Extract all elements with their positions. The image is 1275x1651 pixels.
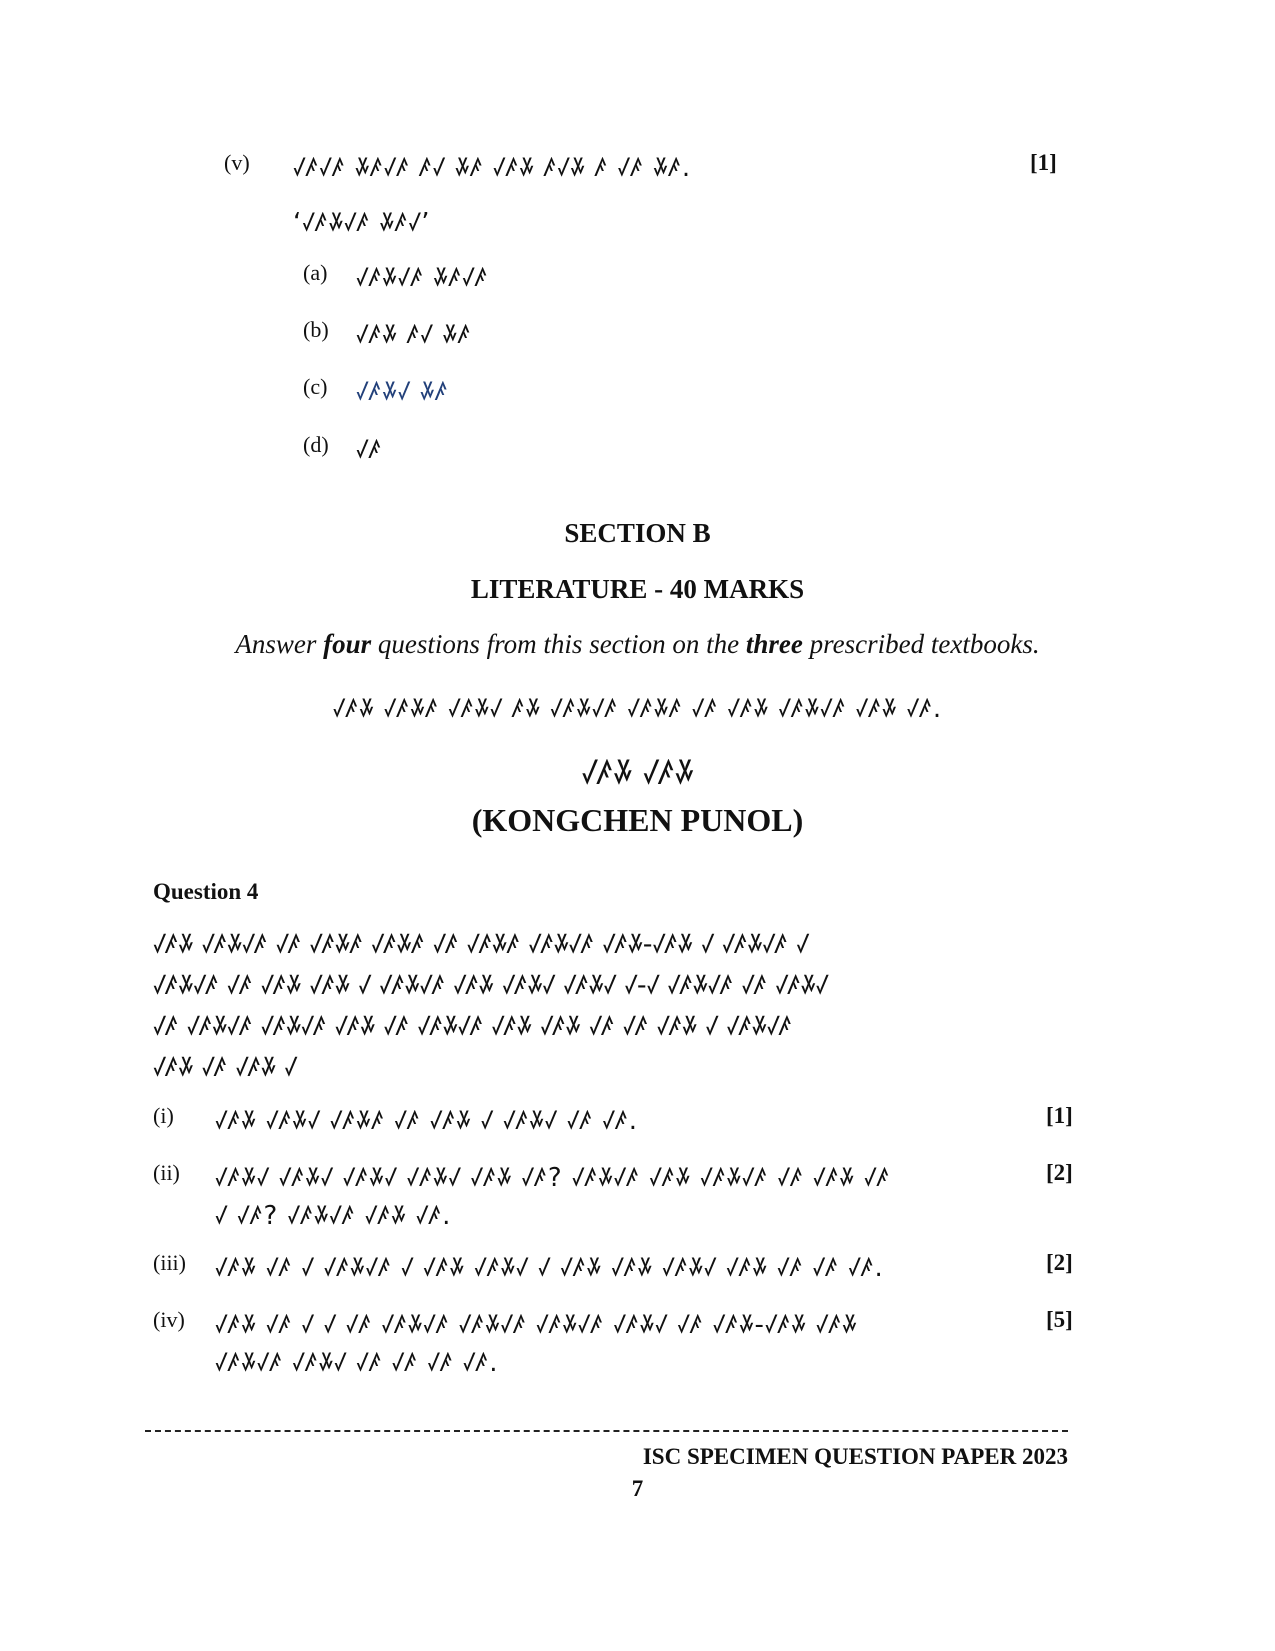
subq-iv-text-line1: ꤶꤰꤸ ꤶꤰ ꤶ ꤶ ꤶꤰ ꤶꤰꤸꤶꤰ ꤶꤰꤸꤶꤰ ꤶꤰꤸꤶꤰ ꤶꤰꤸꤶ ꤶꤰ ꤶꤰꤸ-ꤶꤰꤸ ꤶꤰꤸ <box>215 1310 858 1340</box>
q3-v-text: ꤶꤰꤶꤰ ꤸꤰꤶꤰ ꤰꤶ ꤸꤰ ꤶꤰꤸ ꤰꤶꤸ ꤰ ꤶꤰ ꤸꤰ. <box>293 153 692 183</box>
footer-title: ISC SPECIMEN QUESTION PAPER 2023 <box>642 1444 1068 1469</box>
passage-line: ꤶꤰꤸ ꤶꤰꤸꤶꤰ ꤶꤰ ꤶꤰꤸꤰ ꤶꤰꤸꤰ ꤶꤰ ꤶꤰꤸꤰ ꤶꤰꤸꤶꤰ ꤶꤰꤸ-ꤶꤰꤸ ꤶ ꤶꤰꤸꤶꤰ ꤶ <box>153 929 809 960</box>
section-instruction: Answer four questions from this section on the three prescribed textbooks. <box>235 629 1040 659</box>
subq-iii-label: (iii) <box>153 1250 186 1275</box>
subq-iii-text: ꤶꤰꤸ ꤶꤰ ꤶ ꤶꤰꤸꤶꤰ ꤶ ꤶꤰꤸ ꤶꤰꤸꤶ ꤶ ꤶꤰꤸ ꤶꤰꤸ ꤶꤰꤸꤶ ꤶꤰꤸ ꤶꤰ ꤶꤰ ꤶꤰ. <box>215 1253 884 1283</box>
subq-iv-marks: [5] <box>1046 1307 1073 1332</box>
footer-rule <box>145 1430 1068 1432</box>
subq-ii-label: (ii) <box>153 1160 180 1185</box>
option-c-text: ꤶꤰꤸꤶ ꤸꤰ <box>356 377 449 407</box>
subq-ii-marks: [2] <box>1046 1160 1073 1185</box>
book-title-lepcha: ꤶꤰꤸ ꤶꤰꤸ <box>581 753 694 793</box>
passage-line: ꤶꤰꤸꤶꤰ ꤶꤰ ꤶꤰꤸ ꤶꤰꤸ ꤶ ꤶꤰꤸꤶꤰ ꤶꤰꤸ ꤶꤰꤸꤶ ꤶꤰꤸꤶ ꤶ-ꤶ ꤶꤰꤸꤶꤰ ꤶꤰ ꤶꤰꤸꤶ <box>153 970 828 1001</box>
subq-iii-marks: [2] <box>1046 1250 1073 1275</box>
section-title: SECTION B <box>564 518 711 548</box>
question-4-heading: Question 4 <box>153 879 259 904</box>
q3-v-marks: [1] <box>1030 150 1057 175</box>
q3-v-quote: ‘ꤶꤰꤸꤶꤰ ꤸꤰꤶ’ <box>293 208 431 238</box>
subq-ii-text-line2: ꤶ ꤶꤰ? ꤶꤰꤸꤶꤰ ꤶꤰꤸ ꤶꤰ. <box>215 1201 452 1231</box>
subq-ii-text-line1: ꤶꤰꤸꤶ ꤶꤰꤸꤶ ꤶꤰꤸꤶ ꤶꤰꤸꤶ ꤶꤰꤸ ꤶꤰ? ꤶꤰꤸꤶꤰ ꤶꤰꤸ ꤶꤰꤸꤶꤰ ꤶꤰ ꤶꤰꤸ ꤶꤰ <box>215 1163 891 1193</box>
section-subtitle: LITERATURE - 40 MARKS <box>470 574 805 604</box>
option-d-label: (d) <box>303 432 329 457</box>
question-4-passage <box>153 924 1053 1088</box>
subq-i-marks: [1] <box>1046 1103 1073 1128</box>
book-title: (KONGCHEN PUNOL) <box>471 802 804 838</box>
subq-i-text: ꤶꤰꤸ ꤶꤰꤸꤶ ꤶꤰꤸꤰ ꤶꤰ ꤶꤰꤸ ꤶ ꤶꤰꤸꤶ ꤶꤰ ꤶꤰ. <box>215 1106 639 1136</box>
subq-iv-text-line2: ꤶꤰꤸꤶꤰ ꤶꤰꤸꤶ ꤶꤰ ꤶꤰ ꤶꤰ ꤶꤰ. <box>215 1348 499 1378</box>
subq-iv-label: (iv) <box>153 1307 185 1332</box>
option-c-label: (c) <box>303 374 328 399</box>
subq-i-label: (i) <box>153 1103 174 1128</box>
option-b-text: ꤶꤰꤸ ꤰꤶ ꤸꤰ <box>356 320 472 350</box>
section-instruction-lepcha: ꤶꤰꤸ ꤶꤰꤸꤰ ꤶꤰꤸꤶ ꤰꤸ ꤶꤰꤸꤶꤰ ꤶꤰꤸꤰ ꤶꤰ ꤶꤰꤸ ꤶꤰꤸꤶꤰ ꤶꤰꤸ ꤶꤰ. <box>332 694 943 724</box>
option-b-label: (b) <box>303 317 329 342</box>
page-number: 7 <box>631 1476 644 1501</box>
option-d-text: ꤶꤰ <box>356 435 383 465</box>
passage-line: ꤶꤰ ꤶꤰꤸꤶꤰ ꤶꤰꤸꤶꤰ ꤶꤰꤸ ꤶꤰ ꤶꤰꤸꤶꤰ ꤶꤰꤸ ꤶꤰꤸ ꤶꤰ ꤶꤰ ꤶꤰꤸ ꤶ ꤶꤰꤸꤶꤰ <box>153 1011 792 1042</box>
passage-line: ꤶꤰꤸ ꤶꤰ ꤶꤰꤸ ꤶ <box>153 1052 297 1083</box>
option-a-label: (a) <box>303 260 328 285</box>
option-a-text: ꤶꤰꤸꤶꤰ ꤸꤰꤶꤰ <box>356 263 489 293</box>
q3-v-label: (v) <box>224 150 250 175</box>
